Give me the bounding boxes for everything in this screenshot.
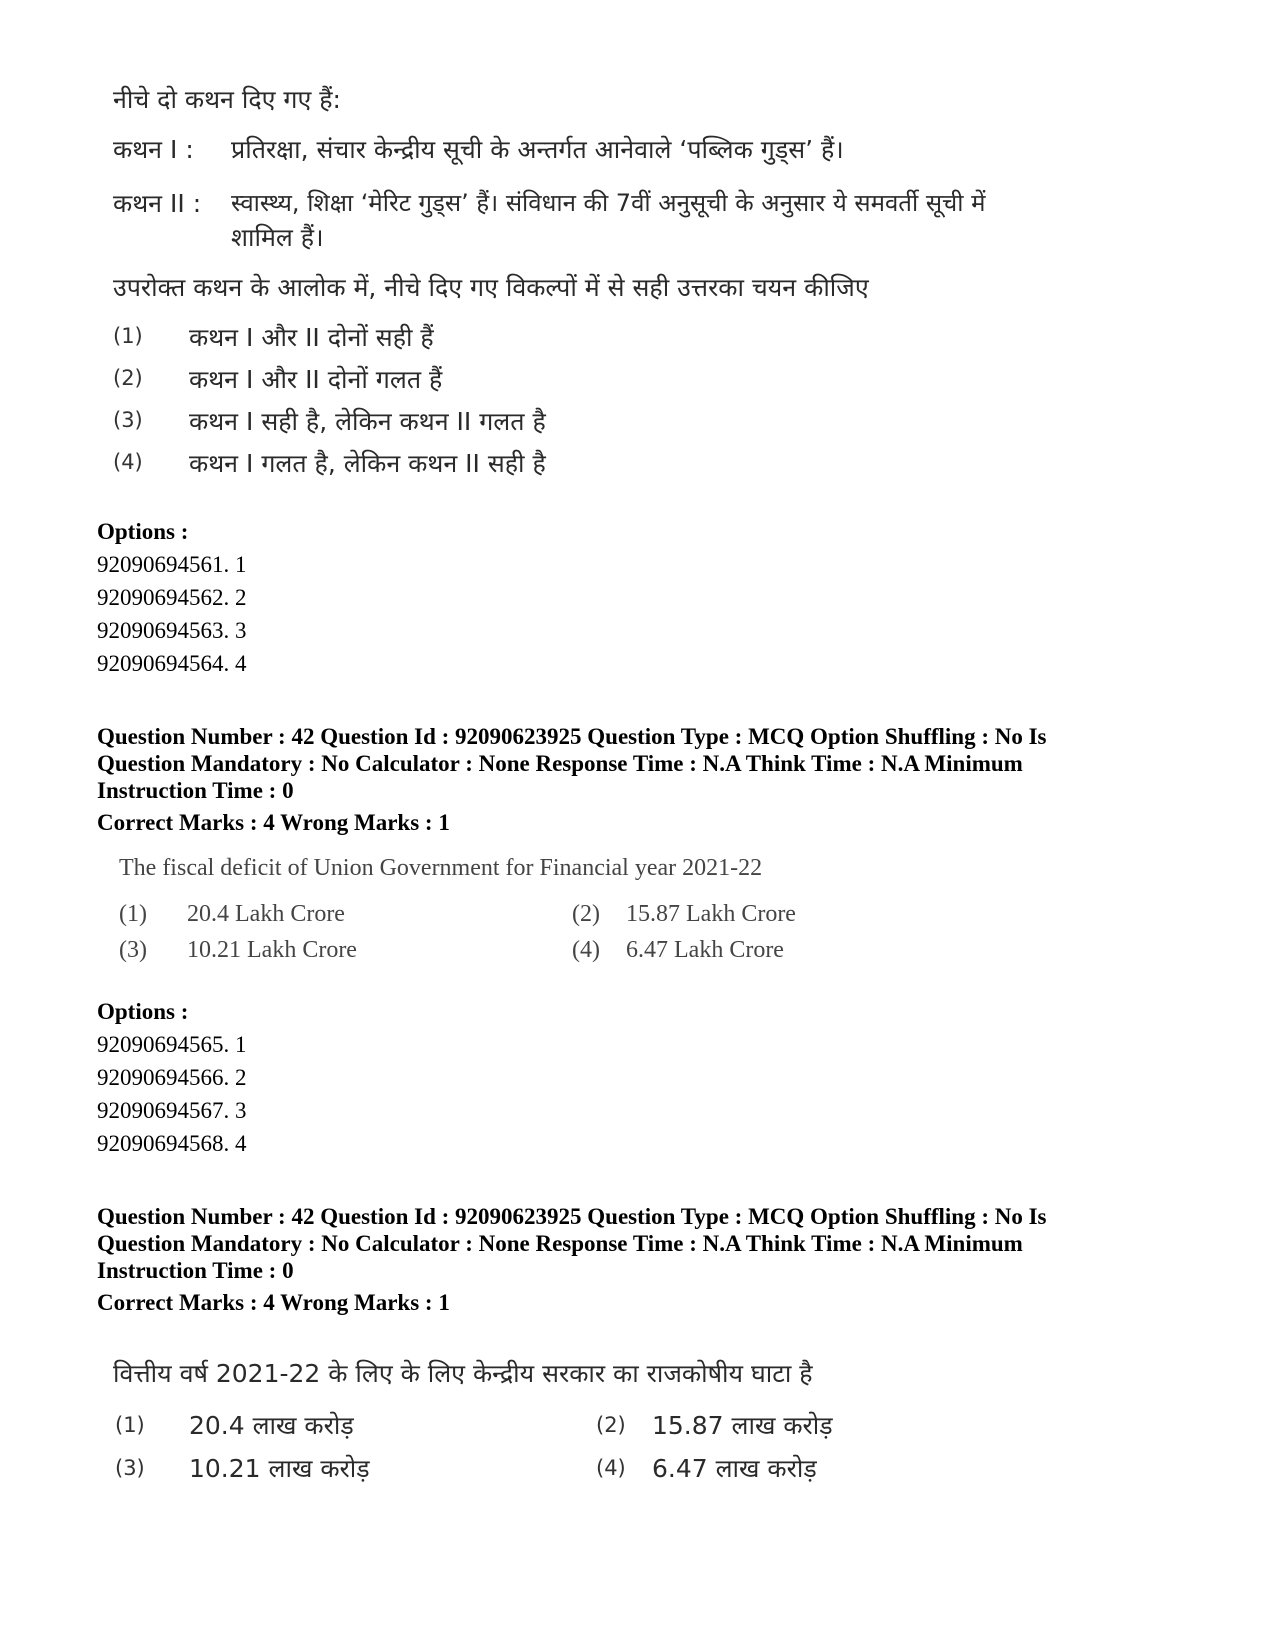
choice-number: (4): [572, 937, 600, 963]
choice-number: (2): [596, 1413, 626, 1437]
choice-number: (1): [119, 901, 147, 927]
options-heading: Options :: [97, 999, 189, 1024]
choice-number: (2): [113, 366, 143, 390]
choice-text: 15.87 Lakh Crore: [626, 901, 796, 927]
choice-number: (4): [596, 1456, 626, 1480]
choice-text: 20.4 लाख करोड़: [189, 1411, 354, 1440]
choice-text: कथन I सही है, लेकिन कथन II गलत है: [189, 407, 546, 436]
option-id: 92090694566. 2: [97, 1065, 247, 1090]
choice-text: 6.47 Lakh Crore: [626, 937, 784, 963]
marks-line: Correct Marks : 4 Wrong Marks : 1: [97, 810, 450, 835]
choice-text: 20.4 Lakh Crore: [187, 901, 345, 927]
question-text: वित्तीय वर्ष 2021-22 के लिए के लिए केन्द्रीय सरकार का राजकोषीय घाटा है: [113, 1359, 813, 1388]
choice-number: (2): [572, 901, 600, 927]
question-meta-line2: Question Mandatory : No Calculator : None Response Time : N.A Think Time : N.A Minimum: [97, 1231, 1023, 1256]
statement-2-text-line1: स्वास्थ्य, शिक्षा ‘मेरिट गुड्स’ हैं। संविधान की 7वीं अनुसूची के अनुसार ये समवर्ती सूची में: [231, 189, 986, 217]
choice-number: (4): [113, 450, 143, 474]
option-id: 92090694562. 2: [97, 585, 247, 610]
choice-text: कथन I और II दोनों गलत हैं: [189, 365, 443, 394]
choice-number: (1): [115, 1413, 145, 1437]
statement-1-text: प्रतिरक्षा, संचार केन्द्रीय सूची के अन्तर्गत आनेवाले ‘पब्लिक गुड्स’ हैं।: [231, 135, 844, 164]
choice-number: (1): [113, 324, 143, 348]
option-id: 92090694564. 4: [97, 651, 247, 676]
choice-text: 10.21 लाख करोड़: [189, 1454, 370, 1483]
question-text: The fiscal deficit of Union Government for Financial year 2021-22: [119, 855, 763, 881]
question-meta-line3: Instruction Time : 0: [97, 1258, 294, 1283]
option-id: 92090694568. 4: [97, 1131, 247, 1156]
choice-text: 6.47 लाख करोड़: [652, 1454, 817, 1483]
options-heading: Options :: [97, 519, 189, 544]
statement-2-label: कथन II :: [113, 189, 202, 218]
option-id: 92090694561. 1: [97, 552, 247, 577]
option-id: 92090694563. 3: [97, 618, 247, 643]
choice-text: 15.87 लाख करोड़: [652, 1411, 833, 1440]
choice-text: 10.21 Lakh Crore: [187, 937, 357, 963]
marks-line: Correct Marks : 4 Wrong Marks : 1: [97, 1290, 450, 1315]
option-id: 92090694565. 1: [97, 1032, 247, 1057]
intro-text: नीचे दो कथन दिए गए हैं:: [113, 85, 341, 114]
choice-number: (3): [113, 408, 143, 432]
choice-text: कथन I और II दोनों सही हैं: [189, 323, 434, 352]
prompt-text: उपरोक्त कथन के आलोक में, नीचे दिए गए विकल्पों में से सही उत्तरका चयन कीजिए: [113, 273, 869, 302]
question-meta-line1: Question Number : 42 Question Id : 92090623925 Question Type : MCQ Option Shuffling : No Is: [97, 724, 1047, 749]
statement-1-label: कथन I :: [113, 135, 194, 164]
question-meta-line2: Question Mandatory : No Calculator : None Response Time : N.A Think Time : N.A Minimum: [97, 751, 1023, 776]
choice-number: (3): [115, 1456, 145, 1480]
statement-2-text-line2: शामिल हैं।: [231, 223, 324, 252]
question-meta-line3: Instruction Time : 0: [97, 778, 294, 803]
choice-number: (3): [119, 937, 147, 963]
choice-text: कथन I गलत है, लेकिन कथन II सही है: [189, 449, 546, 478]
question-meta-line1: Question Number : 42 Question Id : 92090623925 Question Type : MCQ Option Shuffling : No Is: [97, 1204, 1047, 1229]
option-id: 92090694567. 3: [97, 1098, 247, 1123]
